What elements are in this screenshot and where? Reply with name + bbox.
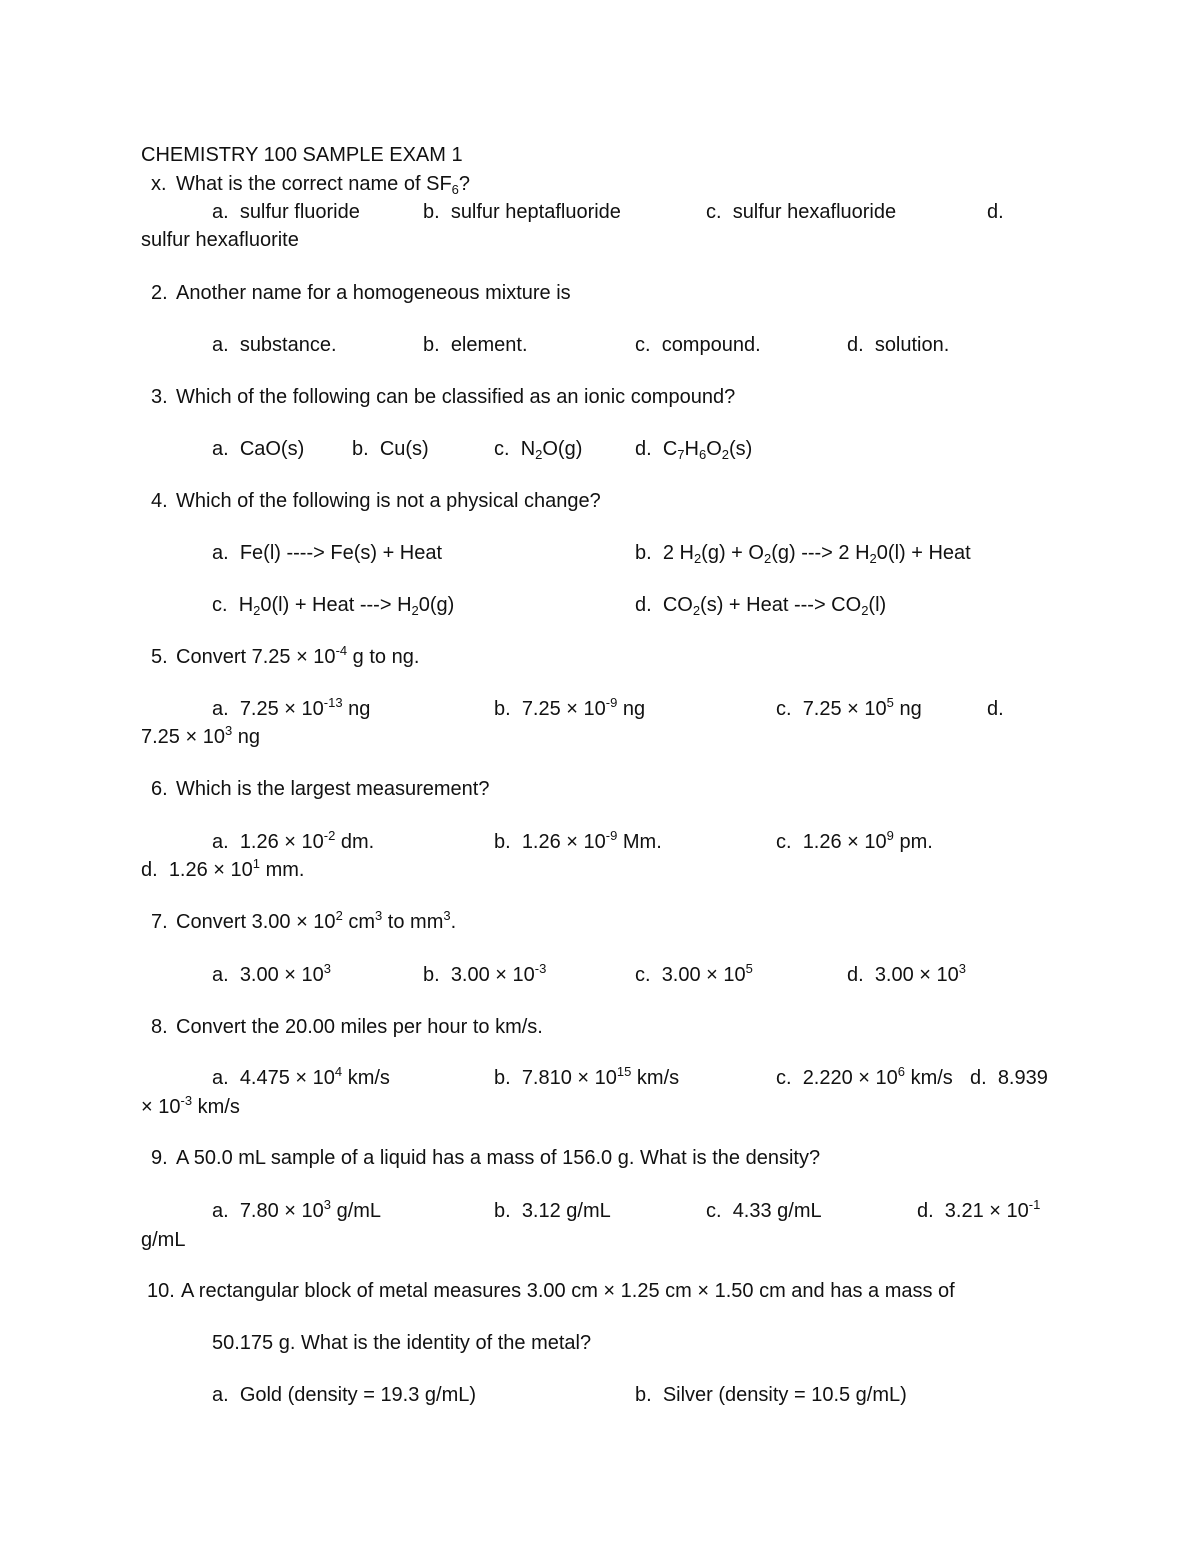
choice-letter: a. <box>212 542 229 564</box>
q2-choice-c <box>635 333 761 357</box>
choice-letter: b. <box>423 201 440 223</box>
question-7-text: Convert $3.00 \times 10^2$ $cm^3$ to $mm^3$. <box>176 908 457 933</box>
choice-letter: d. <box>141 859 158 881</box>
choice-text: $C_7H_6O_2(s)$ <box>662 438 753 462</box>
exam-title: CHEMISTRY 100 SAMPLE EXAM 1 <box>141 144 463 166</box>
choice-text: $1.26 \times 10^{-2}$ dm. <box>239 828 375 853</box>
q1-choice-c <box>706 200 896 224</box>
question-10-text-line2: 50.175 g. What is the identity of the metal? <box>212 1332 592 1354</box>
q3-choice-d <box>635 437 752 461</box>
choice-letter: c. <box>776 1067 792 1089</box>
q5-choice-b <box>494 697 645 721</box>
q1-choice-d-text: sulfur hexafluorite <box>141 229 299 251</box>
q10-choice-a <box>212 1383 476 1407</box>
choice-letter: a. <box>212 1384 229 1406</box>
choice-text: $3.00 \times 10^{-3}$ <box>450 961 547 986</box>
question-9-text: A 50.0 mL sample of a liquid has a mass of 156.0 g. What is the density? <box>176 1147 821 1169</box>
choice-letter: b. <box>494 1067 511 1089</box>
choice-letter: d. <box>847 334 864 356</box>
q6-choice-c <box>776 830 933 854</box>
q4-choice-d <box>635 593 886 617</box>
choice-text: $3.00 \times 10^5$ <box>661 961 753 986</box>
choice-letter: a. <box>212 438 229 460</box>
q8-choice-c <box>776 1066 953 1090</box>
choice-text: compound. <box>661 334 761 356</box>
question-10-text-line1: A rectangular block of metal measures 3.00 cm × 1.25 cm × 1.50 cm and has a mass of <box>181 1280 955 1302</box>
choice-text: Fe(l) ----> Fe(s) + Heat <box>239 542 443 564</box>
q4-choice-c <box>212 593 454 617</box>
choice-text: solution. <box>874 334 950 356</box>
question-2-number: 2. <box>151 282 168 304</box>
choice-text: 2 $H_2(g) + O_2(g)$ ---> 2 $H_20(l)$ + Heat <box>662 542 971 566</box>
choice-letter: b. <box>635 542 652 564</box>
q3-choice-b <box>352 437 429 461</box>
choice-letter: c. <box>635 334 651 356</box>
choice-letter: a. <box>212 831 229 853</box>
question-4-text: Which of the following is not a physical change? <box>176 490 601 512</box>
question-8-text: Convert the 20.00 miles per hour to km/s. <box>176 1016 543 1038</box>
question-3-number: 3. <box>151 386 168 408</box>
choice-letter: b. <box>494 831 511 853</box>
question-7-number: 7. <box>151 911 168 933</box>
q9-choice-d-unit: g/mL <box>141 1229 186 1251</box>
q9-choice-c <box>706 1199 822 1223</box>
choice-text: $CO_2(s)$ + Heat ---> $CO_2(l)$ <box>662 594 887 618</box>
question-4-number: 4. <box>151 490 168 512</box>
choice-text: $7.25 \times 10^{-13}$ ng <box>239 695 371 720</box>
choice-text: element. <box>450 334 528 356</box>
choice-text: $3.00 \times 10^3$ <box>874 961 967 986</box>
choice-letter: b. <box>494 698 511 720</box>
question-6-text: Which is the largest measurement? <box>176 778 490 800</box>
choice-text: $1.26 \times 10^9$ pm. <box>802 828 933 853</box>
choice-letter: c. <box>776 831 792 853</box>
q8-choice-d-letter: d. <box>970 1067 987 1089</box>
question-9-number: 9. <box>151 1147 168 1169</box>
choice-letter: a. <box>212 1067 229 1089</box>
q9-choice-b <box>494 1199 611 1223</box>
q5-choice-d-text: $7.25 \times 10^3$ ng <box>141 723 261 748</box>
choice-text: $1.26 \times 10^{-9}$ Mm. <box>521 828 662 853</box>
question-8-number: 8. <box>151 1016 168 1038</box>
q4-choice-a <box>212 541 442 565</box>
q3-choice-c <box>494 437 582 461</box>
choice-letter: d. <box>635 438 652 460</box>
choice-text: sulfur heptafluoride <box>450 201 621 223</box>
choice-letter: c. <box>212 594 228 616</box>
q3-choice-a <box>212 437 304 461</box>
choice-text: $4.475 \times 10^4$ km/s <box>239 1064 390 1089</box>
q10-choice-b <box>635 1383 907 1407</box>
q6-choice-a <box>212 830 374 854</box>
q2-choice-b <box>423 333 528 357</box>
question-5-number: 5. <box>151 646 168 668</box>
q5-choice-a <box>212 697 370 721</box>
choice-text: sulfur hexafluoride <box>732 201 897 223</box>
choice-text: Cu(s) <box>379 438 429 460</box>
choice-letter: b. <box>635 1384 652 1406</box>
q9-choice-d: d. $3.21 \times 10^{-1}$ <box>917 1197 1041 1222</box>
choice-letter: d. <box>847 964 864 986</box>
choice-letter: c. <box>706 1200 722 1222</box>
choice-text: $7.80 \times 10^3$ g/mL <box>239 1197 382 1222</box>
q8-choice-a <box>212 1066 390 1090</box>
q4-choice-b <box>635 541 971 565</box>
choice-letter: a. <box>212 698 229 720</box>
q6-choice-d <box>141 858 304 882</box>
choice-text: 4.33 g/mL <box>732 1200 822 1222</box>
question-5-text: Convert $7.25 \times 10^{-4}$ g to ng. <box>176 643 420 668</box>
q5-choice-c <box>776 697 922 721</box>
q7-choice-c <box>635 963 753 987</box>
question-2-text: Another name for a homogeneous mixture is <box>176 282 571 304</box>
choice-text: $3.00 \times 10^3$ <box>239 961 332 986</box>
choice-text: Silver (density = 10.5 g/mL) <box>662 1384 907 1406</box>
choice-letter: b. <box>352 438 369 460</box>
q6-choice-b <box>494 830 662 854</box>
choice-text: $7.25 \times 10^5$ ng <box>802 695 922 720</box>
q7-choice-a <box>212 963 331 987</box>
q8-choice-b <box>494 1066 679 1090</box>
q7-choice-b <box>423 963 546 987</box>
q9-choice-a <box>212 1199 381 1223</box>
choice-text: $N_2O(g)$ <box>520 438 583 462</box>
choice-text: sulfur fluoride <box>239 201 360 223</box>
choice-text: substance. <box>239 334 337 356</box>
question-3-text: Which of the following can be classified as an ionic compound? <box>176 386 736 408</box>
choice-text: Gold (density = 19.3 g/mL) <box>239 1384 477 1406</box>
choice-letter: a. <box>212 201 229 223</box>
choice-letter: c. <box>635 964 651 986</box>
choice-letter: a. <box>212 964 229 986</box>
q2-choice-a <box>212 333 337 357</box>
q1-choice-d-letter: d. <box>987 201 1004 223</box>
q8-choice-d-rest: × $10^{-3}$ km/s <box>141 1093 240 1118</box>
q8-choice-d <box>970 1066 1048 1090</box>
question-6-number: 6. <box>151 778 168 800</box>
choice-text: $1.26 \times 10^1$ mm. <box>168 856 305 881</box>
choice-letter: b. <box>494 1200 511 1222</box>
q1-choice-a <box>212 200 360 224</box>
choice-text: $7.810 \times 10^{15}$ km/s <box>521 1064 680 1089</box>
q5-choice-d-letter: d. <box>987 698 1004 720</box>
choice-letter: b. <box>423 964 440 986</box>
choice-text: $7.25 \times 10^{-9}$ ng <box>521 695 646 720</box>
choice-letter: a. <box>212 334 229 356</box>
q2-choice-d <box>847 333 949 357</box>
choice-letter: b. <box>423 334 440 356</box>
q7-choice-d <box>847 963 966 987</box>
question-1-number: x. <box>151 173 167 195</box>
choice-letter: c. <box>494 438 510 460</box>
choice-text: 3.12 g/mL <box>521 1200 611 1222</box>
choice-letter: c. <box>776 698 792 720</box>
choice-letter: c. <box>706 201 722 223</box>
question-10-number: 10. <box>147 1280 175 1302</box>
q8-choice-d-first: 8.939 <box>997 1067 1048 1089</box>
choice-text: $H_20(l)$ + Heat ---> $H_20(g)$ <box>238 594 455 618</box>
question-1-text: What is the correct name of $SF_6$? <box>176 173 471 197</box>
choice-text: CaO(s) <box>239 438 305 460</box>
q1-choice-b <box>423 200 621 224</box>
choice-letter: d. <box>635 594 652 616</box>
choice-letter: a. <box>212 1200 229 1222</box>
choice-text: $2.220 \times 10^6$ km/s <box>802 1064 953 1089</box>
